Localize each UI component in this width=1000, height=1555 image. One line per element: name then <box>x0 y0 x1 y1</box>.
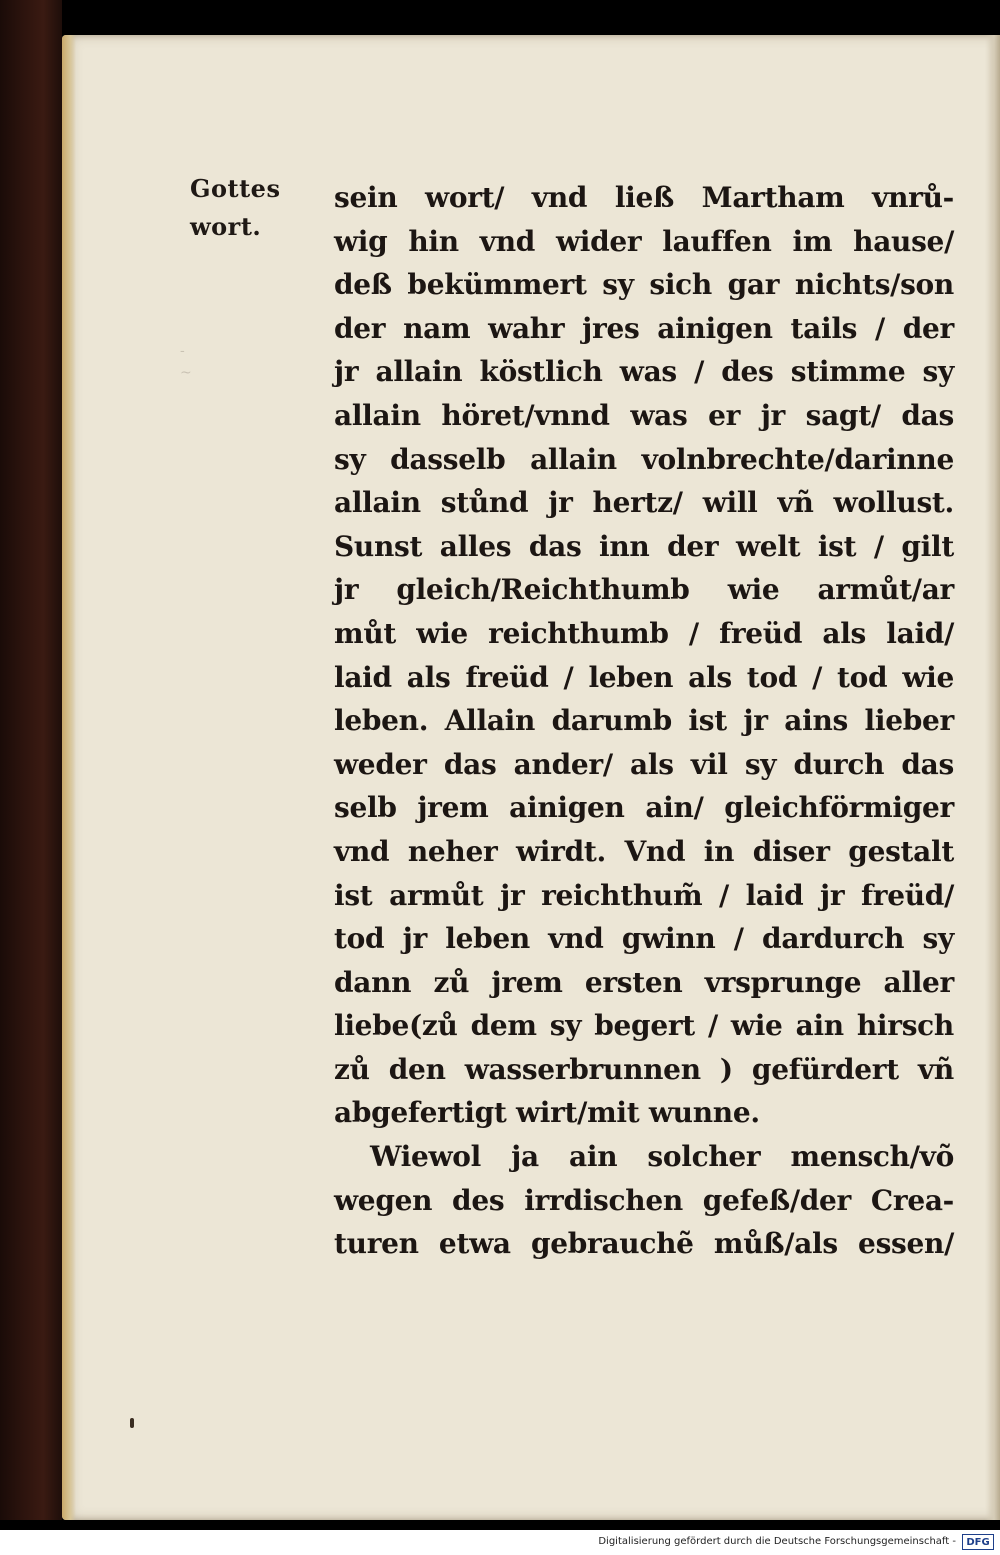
text-line: deß bekümmert sy sich gar nichts/son <box>334 268 954 302</box>
text-line: ist armůt jr reichthum̃ / laid jr freüd/ <box>334 878 954 912</box>
dfg-logo: DFG <box>962 1534 994 1550</box>
text-line: laid als freüd / leben als tod / tod wie <box>334 660 954 694</box>
text-line: můt wie reichthumb / freüd als laid/ <box>334 616 954 650</box>
text-line: wegen des irrdischen gefeß/der Crea- <box>334 1183 954 1217</box>
text-line: jr gleich/Reichthumb wie armůt/ar <box>334 573 954 607</box>
text-line: selb jrem ainigen ain/ gleichförmiger <box>334 791 954 825</box>
show-through-ink: - ~ <box>180 343 192 381</box>
digitization-footer <box>0 1530 1000 1555</box>
text-line: weder das ander/ als vil sy durch das <box>334 747 954 781</box>
body-text <box>334 176 954 1266</box>
text-line: tod jr leben vnd gwinn / dardurch sy <box>334 922 954 956</box>
text-line: Sunst alles das inn der welt ist / gilt <box>334 529 954 563</box>
text-line: sein wort/ vnd ließ Martham vnrů- <box>334 181 954 214</box>
book-cover-edge <box>0 0 62 1520</box>
footer-credit: Digitalisierung gefördert durch die Deutsche Forschungsgemeinschaft - <box>598 1536 956 1547</box>
text-line: vnd neher wirdt. Vnd in diser gestalt <box>334 834 954 868</box>
marginal-note <box>190 170 290 246</box>
text-line: jr allain köstlich was / des stimme sy <box>334 355 954 389</box>
marginal-note-line: wort. <box>190 212 262 241</box>
text-line: abgefertigt wirt/mit wunne. <box>334 1096 760 1130</box>
text-line: dann zů jrem ersten vrsprunge aller <box>334 965 954 999</box>
text-line: liebe(zů dem sy begert / wie ain hirsch <box>334 1009 954 1043</box>
marginal-note-line: Gottes <box>190 174 281 203</box>
text-line: sy dasselb allain volnbrechte/darinne <box>334 442 954 476</box>
text-line: zů den wasserbrunnen ) gefürdert vñ <box>334 1052 954 1086</box>
ink-speck <box>130 1418 134 1428</box>
page-right-edge <box>985 35 1000 1520</box>
text-line: allain höret/vnnd was er jr sagt/ das <box>334 398 954 432</box>
text-line: leben. Allain darumb ist jr ains lieber <box>334 704 954 738</box>
text-line: Wiewol ja ain solcher mensch/võ <box>370 1140 954 1174</box>
page-gutter <box>62 35 76 1520</box>
text-line: der nam wahr jres ainigen tails / der <box>334 311 954 345</box>
text-line: allain stůnd jr hertz/ will vñ wollust. <box>334 486 954 520</box>
text-line: turen etwa gebrauchẽ můß/als essen/ <box>334 1227 954 1261</box>
text-line: wig hin vnd wider lauffen im hause/ <box>334 224 954 258</box>
